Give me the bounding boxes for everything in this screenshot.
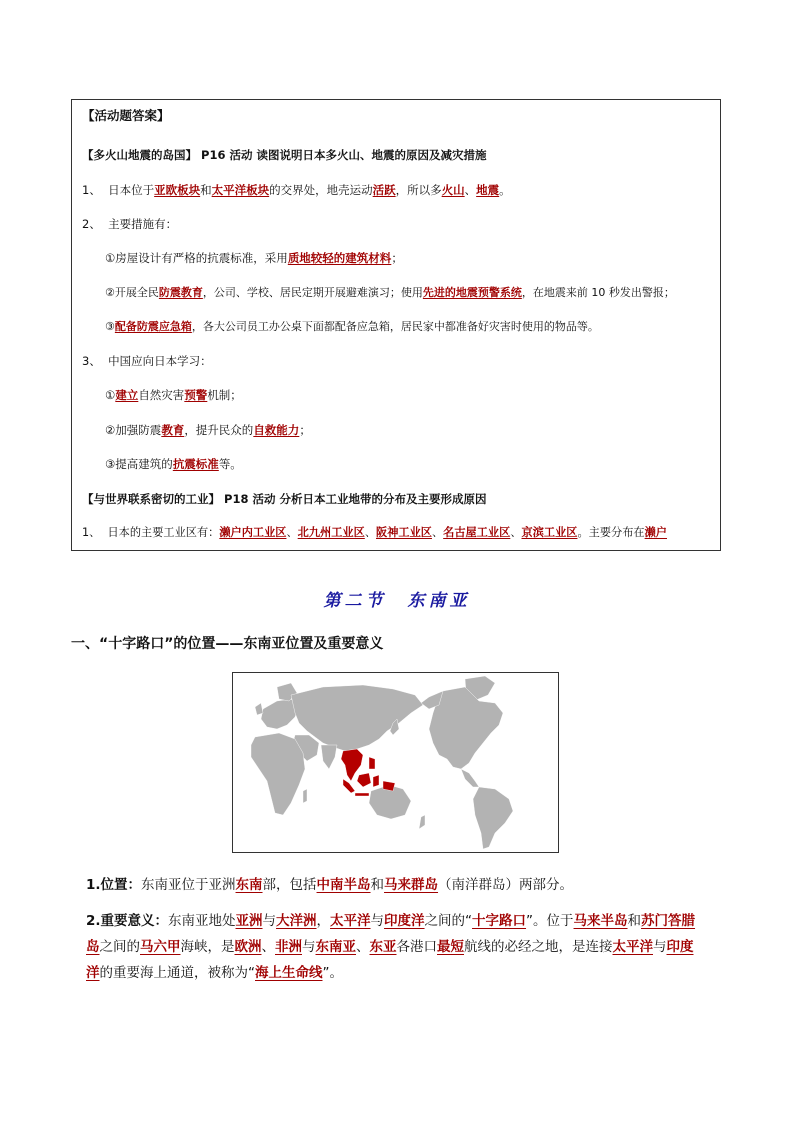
answer-box-header: 【活动题答案】 [82,108,170,123]
q1-sub-1: ①房屋设计有严格的抗震标准，采用质地较轻的建筑材料； [105,251,403,265]
philippines-shape [369,757,375,769]
q2-title: 【与世界联系密切的工业】 P18 活动 分析日本工业地带的分布及主要形成原因 [82,492,487,506]
q1-item-2: 2、 主要措施有： [82,217,178,231]
new-zealand-shape [419,815,425,829]
paragraph-significance: 2.重要意义：东南亚地处亚洲与大洋洲，太平洋与印度洋之间的“十字路口”。位于马来半岛和苏门答腊 岛之间的马六甲海峡，是欧洲、非洲与东南亚、东亚各港口最短航线的必经之地，是连接太平洋与印度 洋的重要海上通道，被称为“海上生命线”。 [86,913,696,981]
q1-sub-2: ②开展全民防震教育，公司、学校、居民定期开展避难演习；使用先进的地震预警系统，在地震来前 10 秒发出警报； [105,286,675,299]
central-america-shape [461,769,479,787]
answer-box [71,99,721,551]
world-map-graphic [233,673,558,852]
q1-sub-5: ②加强防震教育，提升民众的自救能力； [105,423,311,437]
africa-shape [251,733,305,815]
q1-title: 【多火山地震的岛国】 P16 活动 读图说明日本多火山、地震的原因及减灾措施 [82,148,487,162]
q1-item-3: 3、 中国应向日本学习： [82,354,212,368]
q1-sub-6: ③提高建筑的抗震标准等。 [105,457,242,471]
q2-item-1: 1、 日本的主要工业区有：濑户内工业区、北九州工业区、阪神工业区、名古屋工业区、京滨工业区。主要分布在濑户 [82,526,667,539]
uk-shape [255,703,263,715]
world-map [232,672,559,853]
paragraph-location: 1.位置：东南亚位于亚洲东南部，包括中南半岛和马来群岛（南洋群岛）两部分。 [86,877,574,893]
india-shape [321,745,337,769]
q1-item-1: 1、 日本位于亚欧板块和太平洋板块的交界处，地壳运动活跃，所以多火山、地震。 [82,183,511,197]
new-guinea-shape [383,781,395,791]
section-title: 第二节 东南亚 [323,591,471,611]
sulawesi-shape [373,775,379,787]
madagascar-shape [303,789,307,803]
q1-sub-3: ③配备防震应急箱，各大公司员工办公桌下面都配备应急箱，居民家中都准备好灾害时使用的物品等。 [105,320,599,333]
section-heading: 一、“十字路口”的位置——东南亚位置及重要意义 [71,636,384,652]
q1-sub-4: ①建立自然灾害预警机制； [105,388,242,402]
borneo-shape [357,773,371,787]
java-shape [355,793,369,796]
sumatra-shape [343,779,355,793]
south-america-shape [473,787,513,849]
